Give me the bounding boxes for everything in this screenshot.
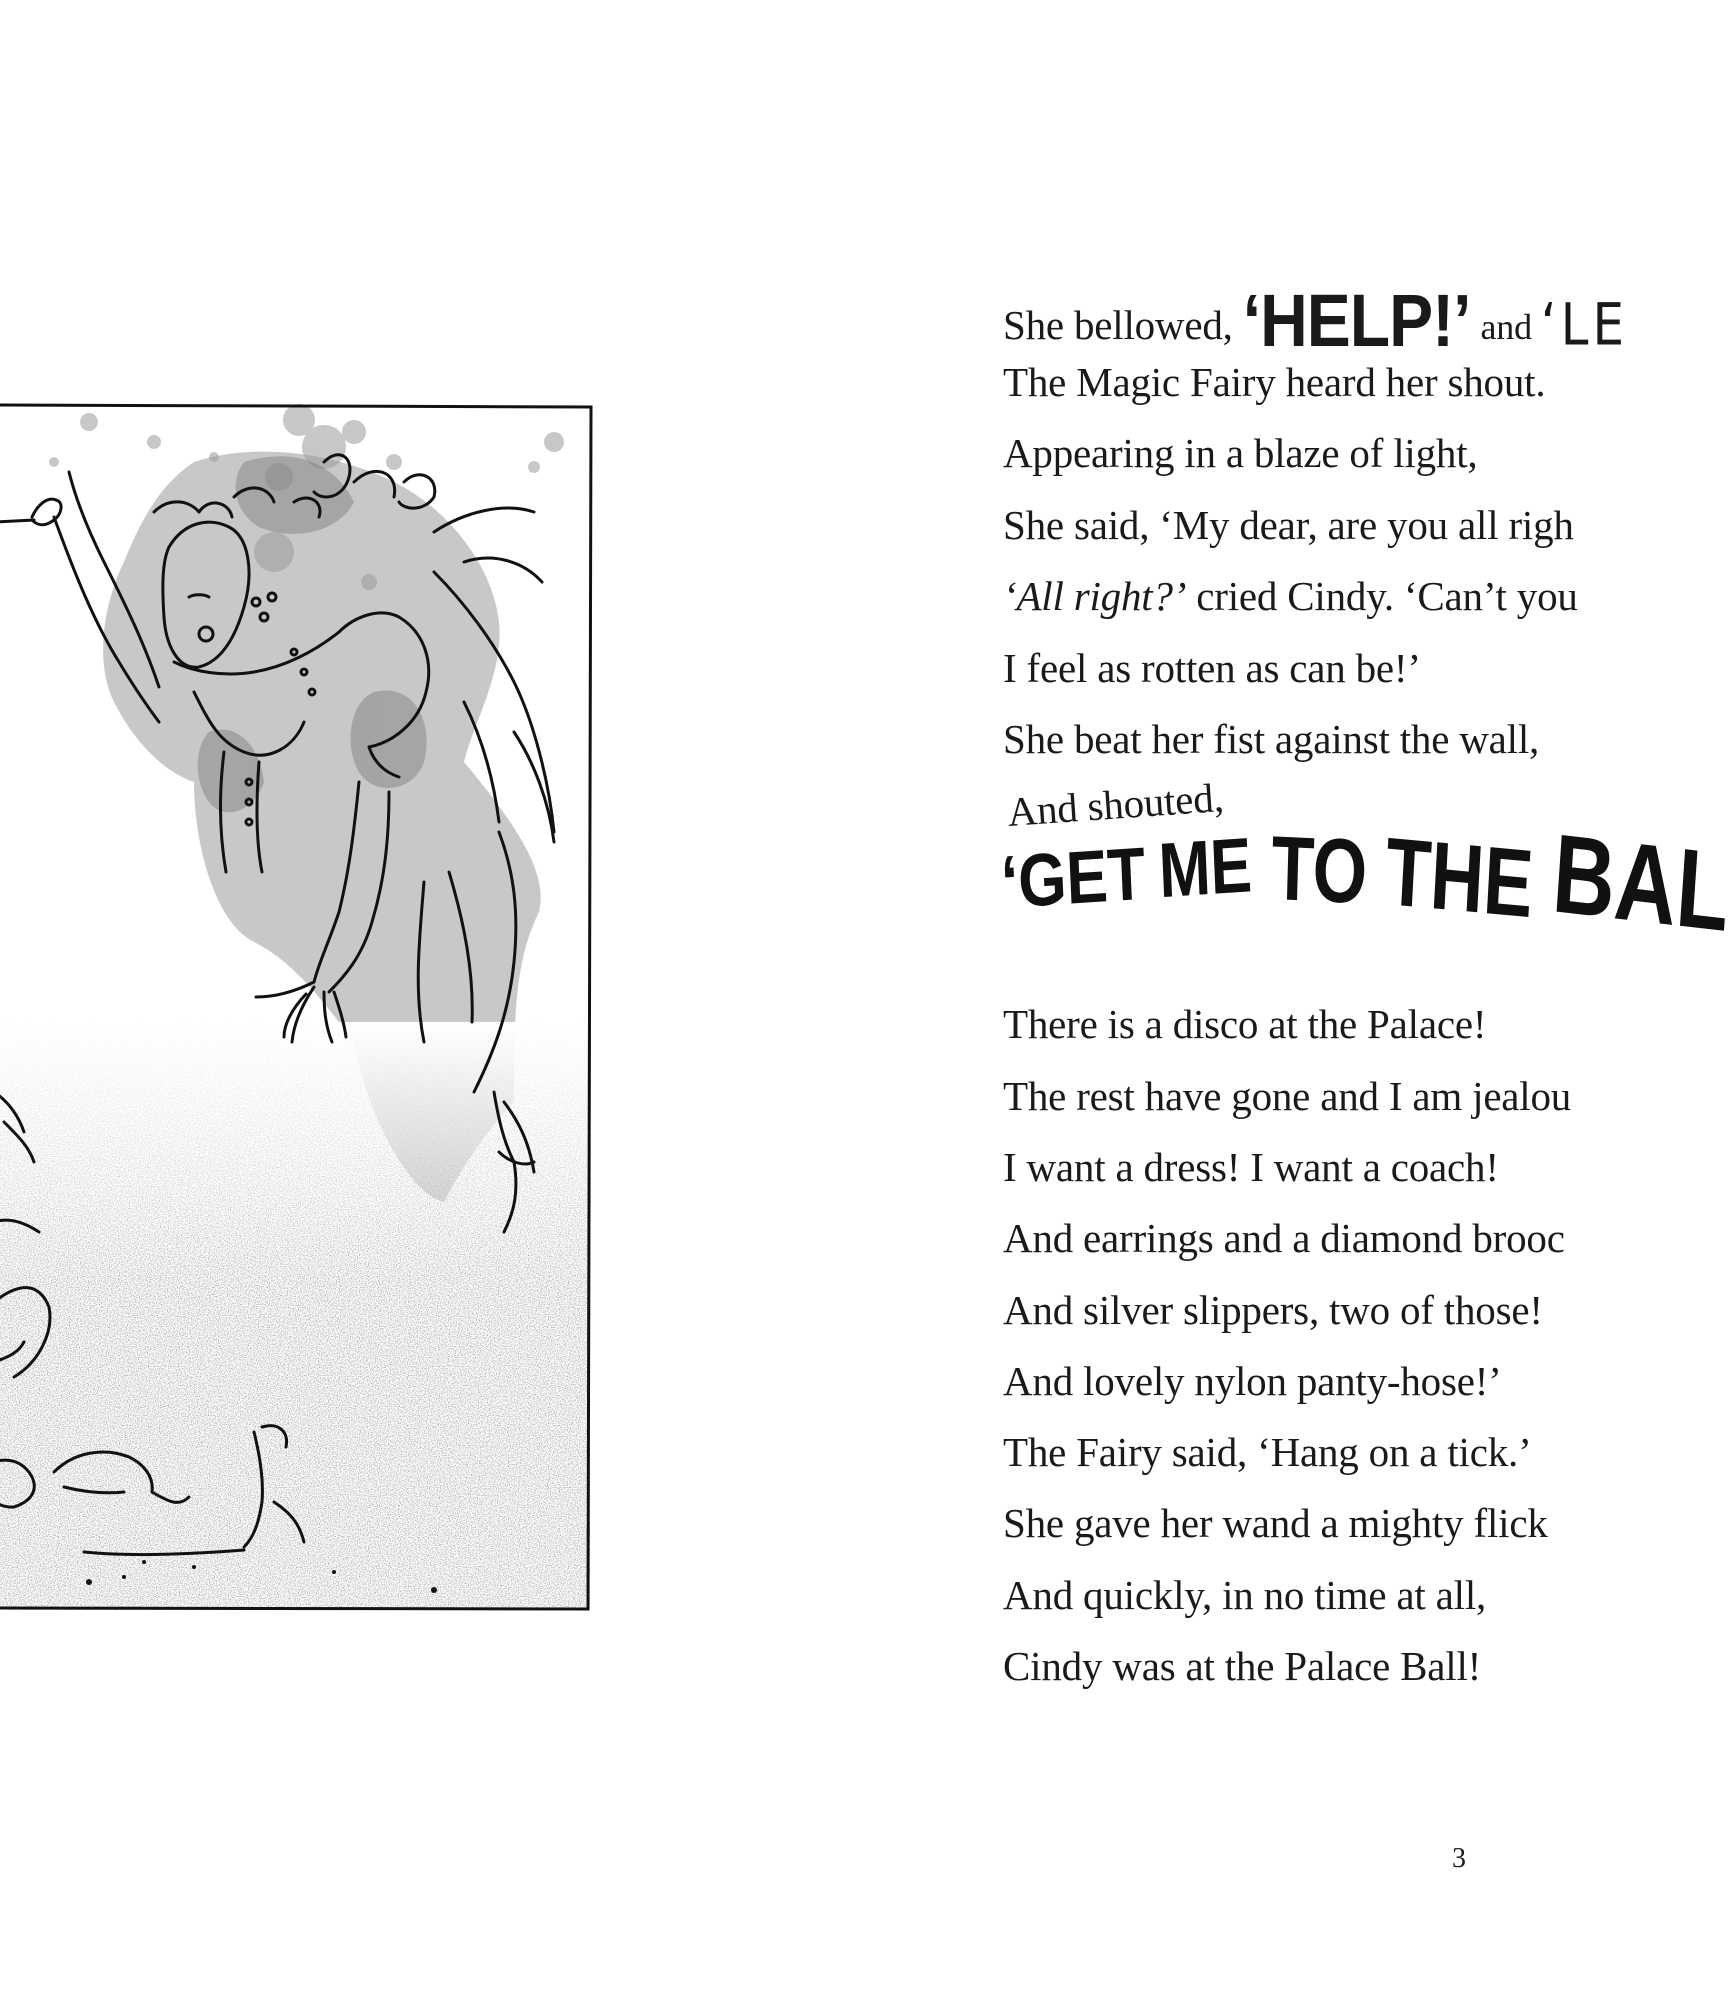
shout-word-to: TO: [1269, 817, 1368, 923]
shout-word-ball: BAL: [1549, 811, 1734, 956]
poem-line-4: She said, ‘My dear, are you all righ: [1003, 502, 1574, 548]
help-shout: ‘HELP!’: [1242, 278, 1471, 362]
poem-line-10: There is a disco at the Palace!: [1003, 1001, 1487, 1047]
poem-line-7: She beat her fist against the wall,: [1003, 716, 1540, 762]
line5-rest: cried Cindy. ‘Can’t you: [1186, 573, 1578, 619]
poem-line-8: And shouted,: [1005, 774, 1225, 835]
poem-line-16: The Fairy said, ‘Hang on a tick.’: [1003, 1429, 1532, 1475]
fairy-illustration: [0, 402, 594, 1614]
poem-line-19: Cindy was at the Palace Ball!: [1003, 1643, 1482, 1689]
poem-text-column: [999, 0, 1734, 2000]
poem-line-3: Appearing in a blaze of light,: [1003, 430, 1478, 476]
shout-word-me: ME: [1157, 822, 1254, 915]
poem-line-2: The Magic Fairy heard her shout.: [1003, 359, 1546, 405]
shout-word-get: ‘GET: [999, 832, 1147, 925]
get-me-to-the-ball-shout: [999, 811, 1734, 956]
poem-line-12: I want a dress! I want a coach!: [1003, 1144, 1499, 1190]
page-number: 3: [1452, 1843, 1466, 1874]
let-shout: ‘LE: [1540, 291, 1629, 359]
line5-italic: ‘All right?’: [1003, 573, 1187, 619]
poem-line-5: [1003, 573, 1578, 619]
poem-line-13: And earrings and a diamond brooc: [1003, 1215, 1565, 1261]
line1-and: and: [1480, 307, 1541, 347]
poem-line-1: [1003, 278, 1629, 362]
shout-word-the: THE: [1382, 816, 1536, 938]
poem-line-14: And silver slippers, two of those!: [1003, 1287, 1543, 1333]
poem-line-17: She gave her wand a mighty flick: [1003, 1500, 1548, 1546]
poem-line-15: And lovely nylon panty-hose!’: [1003, 1358, 1502, 1404]
poem-line-18: And quickly, in no time at all,: [1003, 1572, 1487, 1618]
poem-line-6: I feel as rotten as can be!’: [1003, 645, 1421, 691]
line1-pre: She bellowed,: [1003, 302, 1243, 348]
poem-line-11: The rest have gone and I am jealou: [1003, 1073, 1572, 1119]
